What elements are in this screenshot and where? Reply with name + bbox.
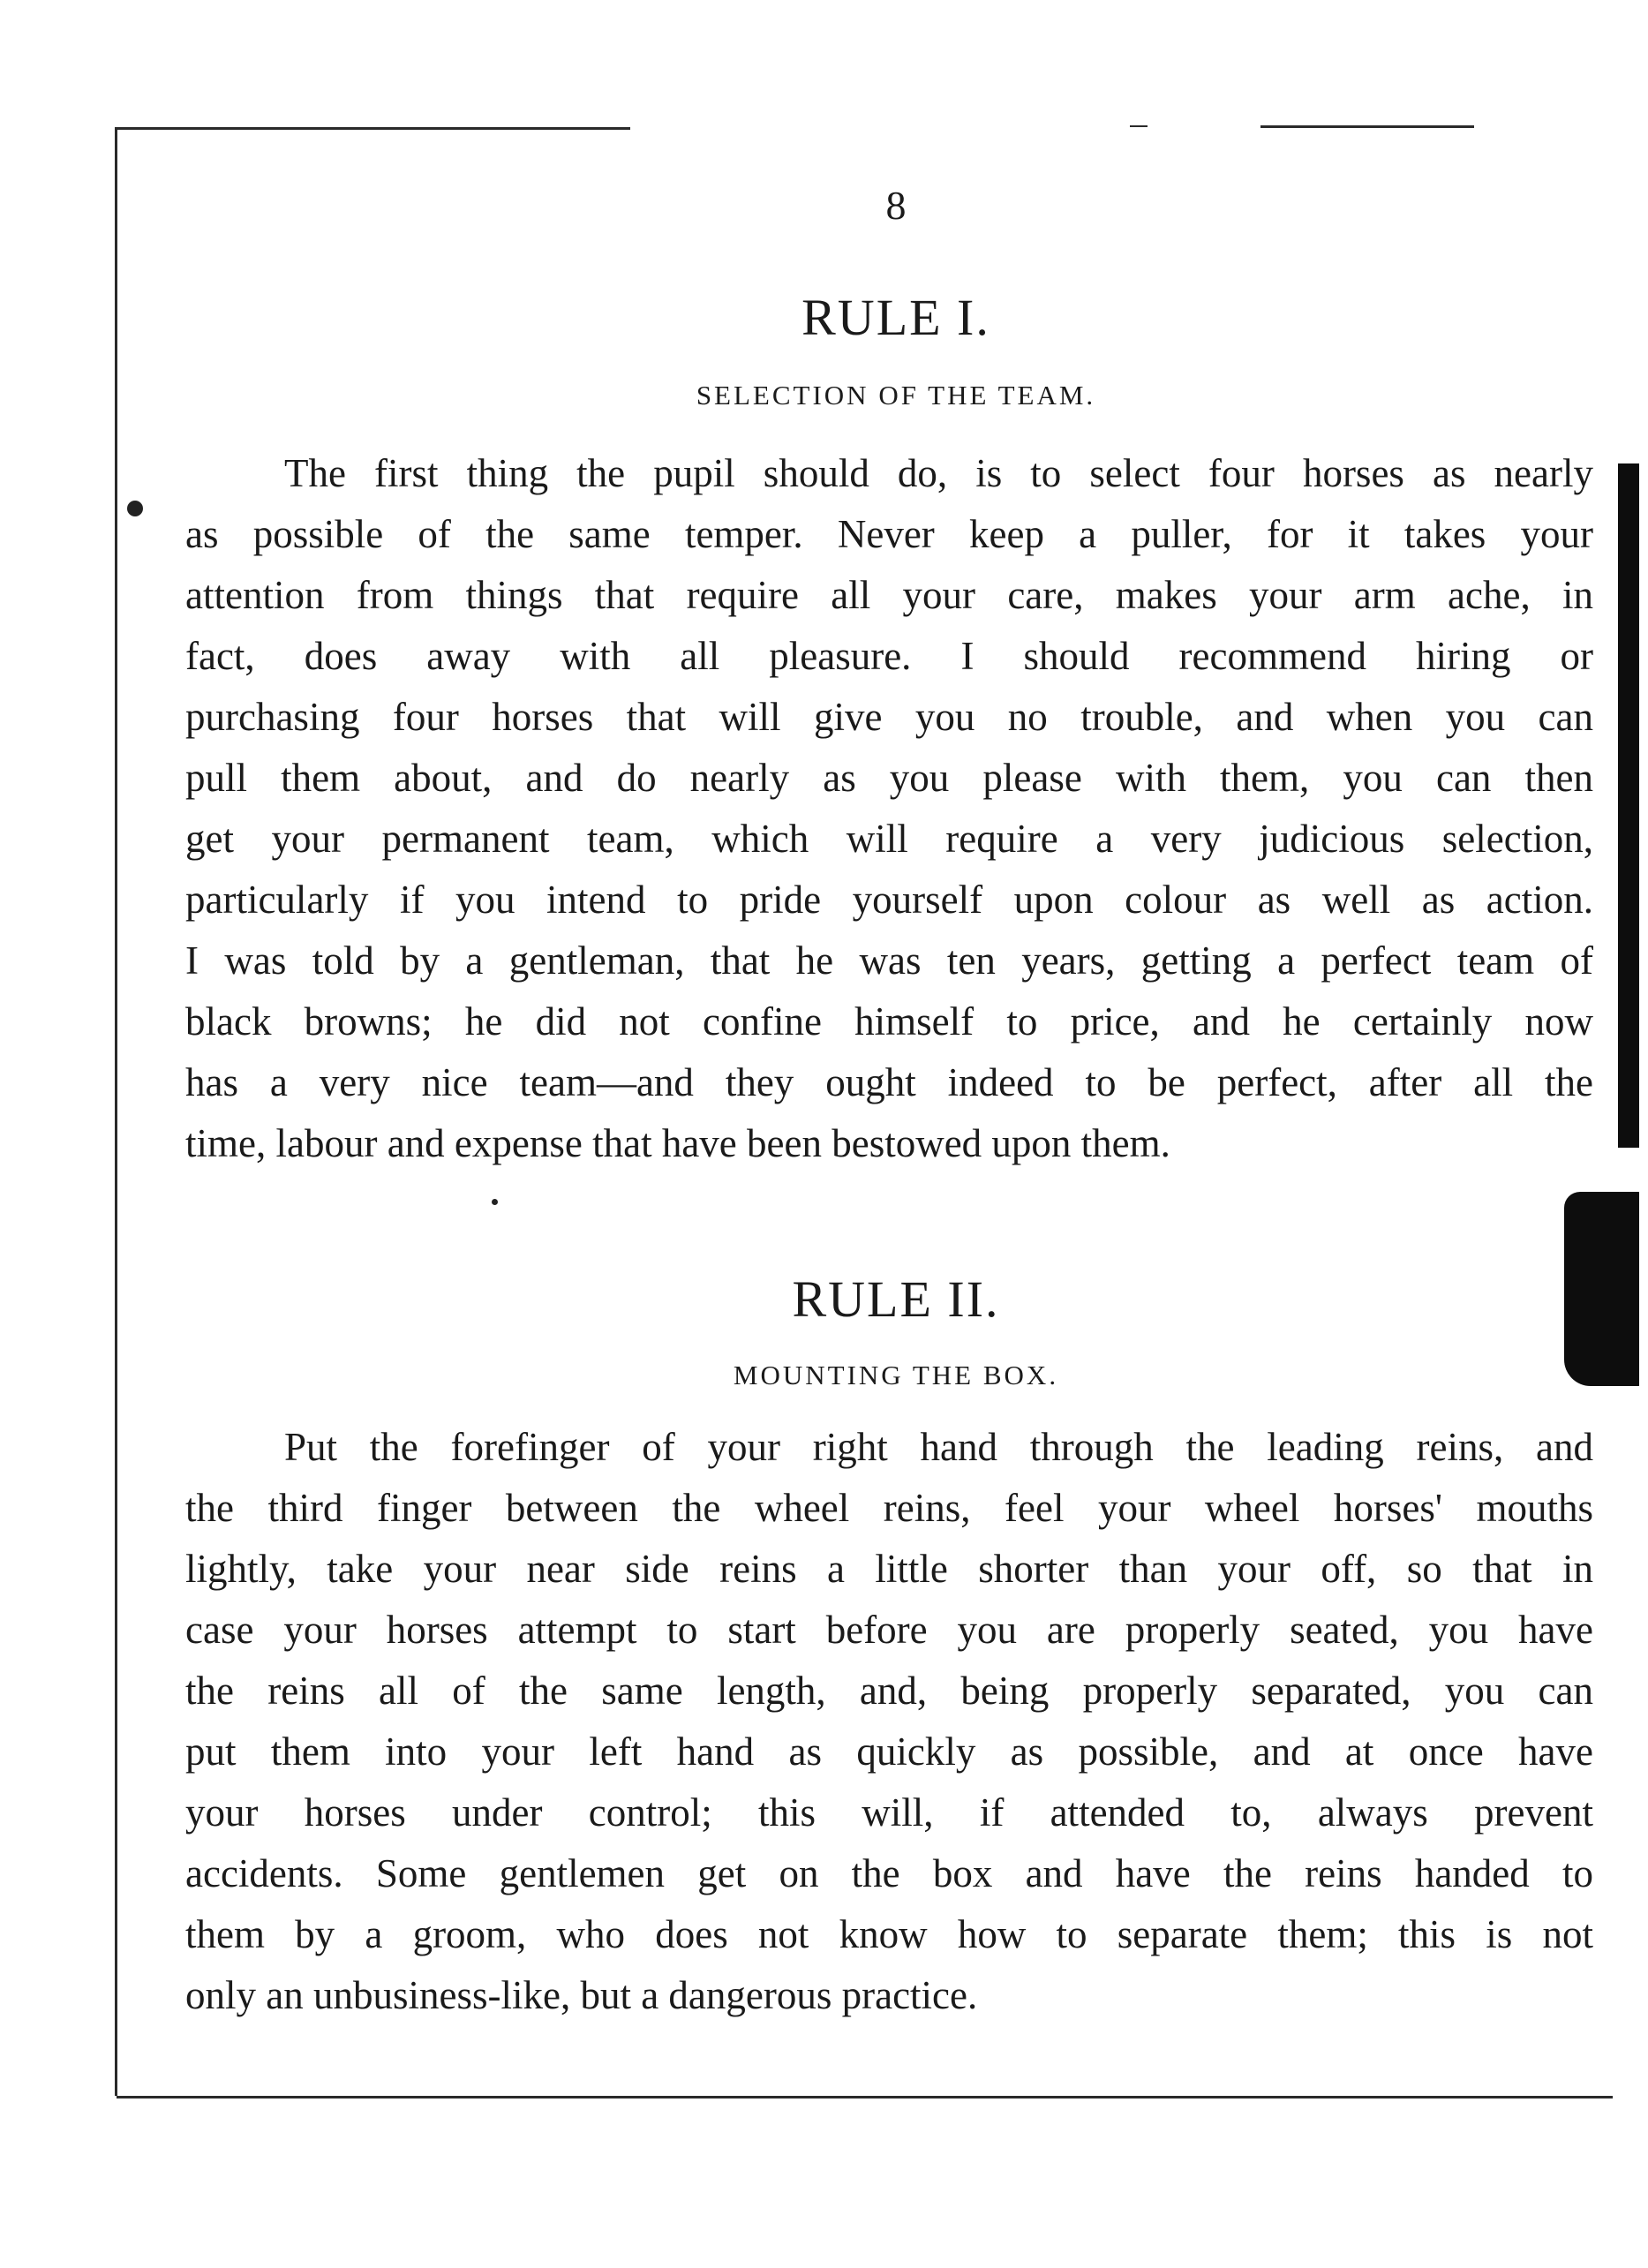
left-border — [115, 127, 117, 2096]
right-edge-bar-upper — [1618, 463, 1639, 1148]
paragraph-rule-1 — [185, 443, 1593, 1174]
text-line: I was told by a gentleman, that he was ten years, getting a perfect team of — [185, 938, 1593, 983]
section-heading-rule-1: RULE I. — [801, 289, 990, 346]
paragraph-rule-2 — [185, 1417, 1593, 2026]
text-line: the reins all of the same length, and, being properly separated, you can — [185, 1669, 1593, 1713]
text-line: has a very nice team—and they ought indeed to be perfect, after all the — [185, 1060, 1593, 1104]
ink-speck-mid — [492, 1199, 498, 1205]
text-line: as possible of the same temper. Never keep a puller, for it takes your — [185, 512, 1593, 556]
text-line: the third finger between the wheel reins, feel your wheel horses' mouths — [185, 1486, 1593, 1530]
text-line: time, labour and expense that have been bestowed upon them. — [185, 1121, 1170, 1165]
text-line: lightly, take your near side reins a little shorter than your off, so that in — [185, 1547, 1593, 1591]
text-line: black browns; he did not confine himself to price, and he certainly now — [185, 999, 1593, 1044]
text-line: particularly if you intend to pride yourself upon colour as well as action. — [185, 878, 1593, 922]
text-line: only an unbusiness-like, but a dangerous practice. — [185, 1973, 978, 2017]
text-line: purchasing four horses that will give you no trouble, and when you can — [185, 695, 1593, 739]
text-line: attention from things that require all your care, makes your arm ache, in — [185, 573, 1593, 617]
text-line: fact, does away with all pleasure. I should recommend hiring or — [185, 634, 1593, 678]
bottom-border — [117, 2096, 1613, 2098]
text-line: accidents. Some gentlemen get on the box and have the reins handed to — [185, 1851, 1593, 1895]
section-subheading-rule-2: MOUNTING THE BOX. — [733, 1360, 1059, 1390]
section-subheading-rule-1: SELECTION OF THE TEAM. — [696, 380, 1096, 411]
text-line: put them into your left hand as quickly as possible, and at once have — [185, 1729, 1593, 1774]
text-line: pull them about, and do nearly as you please with them, you can then — [185, 756, 1593, 800]
text-line: get your permanent team, which will require a very judicious selection, — [185, 817, 1593, 861]
text-line: The first thing the pupil should do, is to select four horses as nearly — [284, 451, 1593, 495]
top-border-left — [117, 127, 630, 130]
text-line: Put the forefinger of your right hand through the leading reins, and — [284, 1425, 1593, 1469]
top-border-right — [1260, 125, 1474, 128]
ink-speck-left — [127, 501, 143, 516]
text-line: case your horses attempt to start before you are properly seated, you have — [185, 1608, 1593, 1652]
page-number: 8 — [885, 183, 907, 228]
text-line: them by a groom, who does not know how to separate them; this is not — [185, 1912, 1593, 1956]
text-line: your horses under control; this will, if attended to, always prevent — [185, 1790, 1593, 1835]
top-border-dash — [1130, 125, 1148, 127]
section-heading-rule-2: RULE II. — [792, 1270, 1000, 1328]
